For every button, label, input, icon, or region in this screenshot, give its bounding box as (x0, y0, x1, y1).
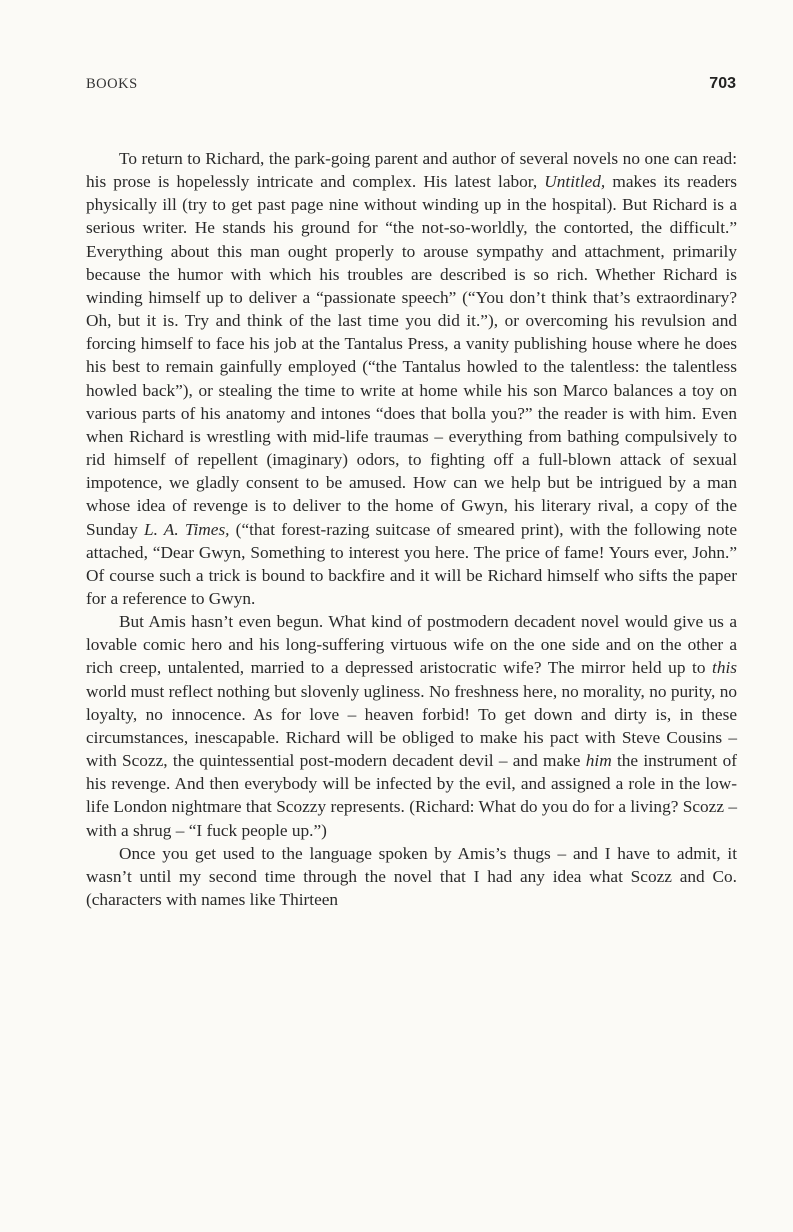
text-run: Once you get used to the language spoken by Amis’s thugs – and I have to admit, it wasn’t until my second time through the novel that I had any idea what Scozz and Co. (characters with names like Thirteen (86, 843, 737, 909)
paragraph (86, 610, 737, 842)
page-number: 703 (709, 75, 736, 92)
body-text (86, 147, 737, 911)
newspaper-title: L. A. Times, (144, 519, 230, 539)
text-run: makes its readers physically ill (try to get past page nine without winding up in the hospital). But Richard is a serious writer. He stands his ground for “the not-so-worldly, the contorted, the difficult.” Everything about this man ought properly to arouse sympathy and attachment, primarily because the humor with which his troubles are described is so rich. Whether Richard is winding himself up to deliver a “passionate speech” (“You don’t think that’s extraordinary? Oh, but it is. Try and think of the last time you did it.”), or overcoming his revulsion and forcing himself to face his job at the Tantalus Press, a vanity publishing house where he does his best to remain gainfully employed (“the Tantalus howled to the talentless: the talentless howled back”), or stealing the time to write at home while his son Marco balances a toy on various parts of his anatomy and intones “does that bolla you?” the reader is with him. Even when Richard is wrestling with mid-life traumas – everything from bathing compulsively to rid himself of repellent (imaginary) odors, to fighting off a full-blown attack of sexual impotence, we gladly consent to be amused. How can we help but be intrigued by a man whose idea of revenge is to deliver to the home of Gwyn, his literary rival, a copy of the Sunday (86, 172, 737, 539)
text-run: But Amis hasn’t even begun. What kind of postmodern decadent novel would give us a lovable comic hero and his long-suffering virtuous wife on the one side and on the other a rich creep, untalented, married to a depressed aristocratic wife? The mirror held up to (86, 612, 737, 678)
book-title: Untitled, (544, 172, 606, 192)
text-run: (“that forest-razing suitcase of smeared print), with the following note attached, “Dear Gwyn, Something to interest you here. The price of fame! Yours ever, John.” Of course such a trick is bound to backfire and it will be Richard himself who sifts the paper for a reference to Gwyn. (86, 519, 737, 608)
text-run: the instrument of his revenge. And then everybody will be infected by the evil, and assigned a role in the low-life London nightmare that Scozzy represents. (Richard: What do you do for a living? Scozz – with a shrug – “I fuck people up.”) (86, 751, 737, 840)
emphasis: this (712, 658, 737, 678)
page-header (86, 76, 736, 98)
text-run: world must reflect nothing but slovenly ugliness. No freshness here, no morality, no purity, no loyalty, no innocence. As for love – heaven forbid! To get down and dirty is, in these circumstances, inescapable. Richard will be obliged to make his pact with Steve Cousins – with Scozz, the quintessential post-modern decadent devil – and make (86, 681, 737, 771)
text-run: To return to Richard, the park-going parent and author of several novels no one can read: his prose is hopelessly intricate and complex. His latest labor, (86, 149, 737, 192)
running-head: BOOKS (86, 76, 138, 92)
emphasis: him (585, 751, 612, 771)
paragraph (86, 147, 737, 610)
paragraph (86, 842, 737, 911)
